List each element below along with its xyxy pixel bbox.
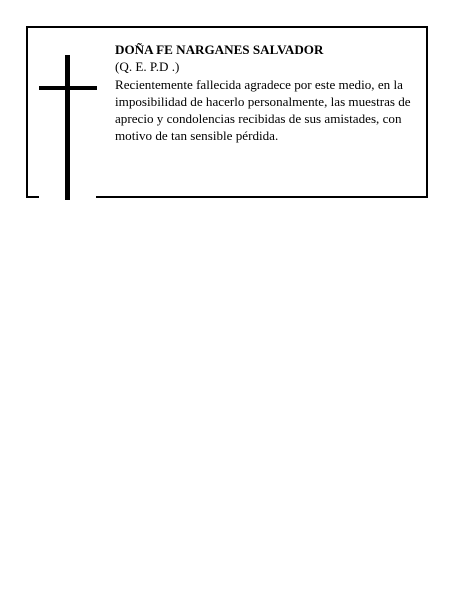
notice-text (115, 41, 420, 145)
rip-abbreviation: (Q. E. P.D .) (115, 59, 180, 75)
gratitude-message: Recientemente fallecida agradece por este medio, en la imposibilidad de hacerlo personalmente, las muestras de aprecio y condolencias recibidas de sus amistades, con motivo de tan sensible pérdida. (115, 76, 411, 144)
deceased-name: DOÑA FE NARGANES SALVADOR (115, 42, 324, 57)
cross-horizontal-bar (39, 86, 97, 90)
obituary-notice (26, 26, 428, 198)
cross-vertical-bar (65, 55, 70, 200)
